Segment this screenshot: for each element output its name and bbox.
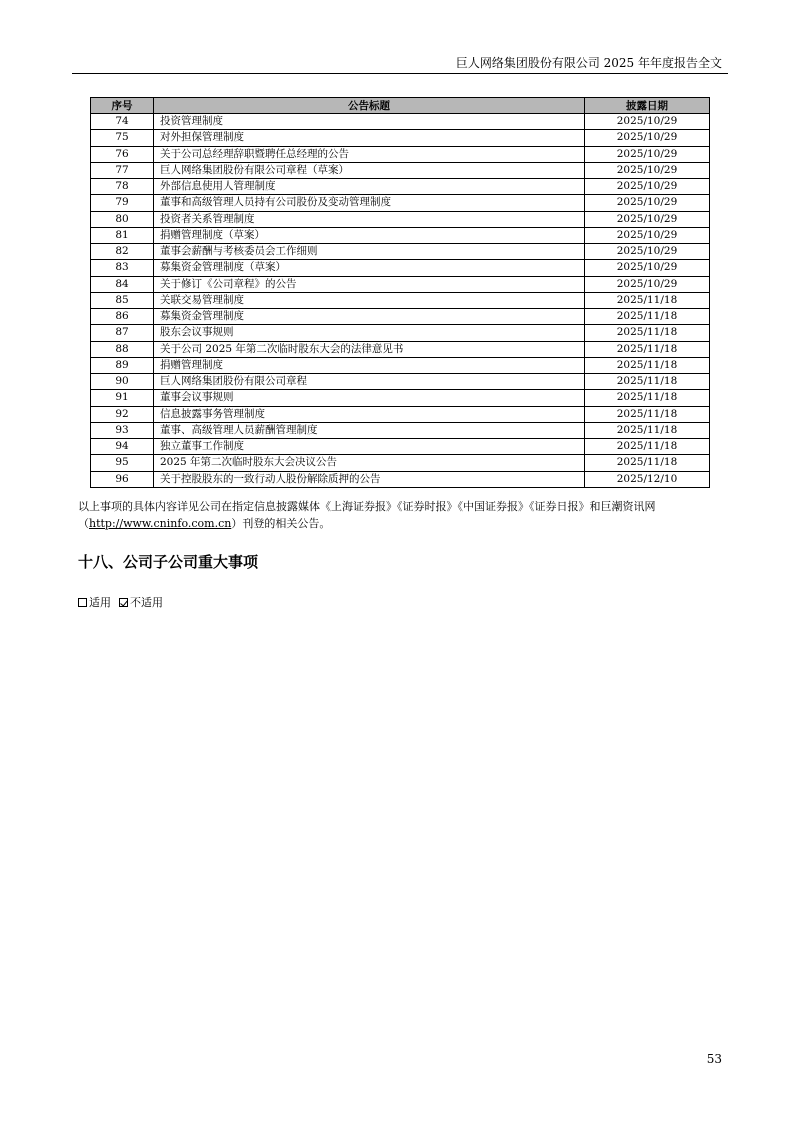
row-number: 84 [91,276,154,292]
report-header-title: 巨人网络集团股份有限公司 2025 年年度报告全文 [455,56,722,70]
row-title: 董事会薪酬与考核委员会工作细则 [154,244,585,260]
row-date: 2025/10/29 [585,130,710,146]
row-date: 2025/10/29 [585,227,710,243]
row-number: 92 [91,406,154,422]
row-date: 2025/11/18 [585,406,710,422]
row-title: 信息披露事务管理制度 [154,406,585,422]
note-text-after: ）刊登的相关公告。 [231,517,331,530]
row-date: 2025/10/29 [585,276,710,292]
table-row [91,260,710,276]
row-title: 关于公司 2025 年第二次临时股东大会的法律意见书 [154,341,585,357]
row-date: 2025/10/29 [585,114,710,130]
row-title: 捐赠管理制度 [154,357,585,373]
row-date: 2025/11/18 [585,325,710,341]
row-title: 关于修订《公司章程》的公告 [154,276,585,292]
row-title: 巨人网络集团股份有限公司章程 [154,374,585,390]
row-number: 86 [91,309,154,325]
row-date: 2025/10/29 [585,260,710,276]
section-heading: 十八、公司子公司重大事项 [78,553,259,571]
note-text-before: 以上事项的具体内容详见公司在指定信息披露媒体《上海证券报》《证券时报》《中国证券报》《证券日报》和巨潮资讯网（ [78,500,656,530]
table-row [91,439,710,455]
row-date: 2025/11/18 [585,439,710,455]
row-date: 2025/11/18 [585,390,710,406]
row-number: 87 [91,325,154,341]
table-row [91,227,710,243]
row-date: 2025/10/29 [585,162,710,178]
header-divider [72,73,728,74]
row-date: 2025/10/29 [585,244,710,260]
row-number: 89 [91,357,154,373]
table-row [91,114,710,130]
page-number: 53 [706,1052,722,1066]
row-title: 董事会议事规则 [154,390,585,406]
unchecked-box-icon[interactable] [78,598,87,607]
row-number: 96 [91,471,154,487]
option-not-applicable-label: 不适用 [130,596,163,609]
row-number: 74 [91,114,154,130]
column-header-number: 序号 [91,98,154,114]
row-number: 85 [91,292,154,308]
row-date: 2025/10/29 [585,146,710,162]
table-row [91,130,710,146]
row-title: 巨人网络集团股份有限公司章程（草案） [154,162,585,178]
row-title: 股东会议事规则 [154,325,585,341]
row-number: 81 [91,227,154,243]
row-number: 95 [91,455,154,471]
announcement-table-body [91,114,710,488]
row-number: 80 [91,211,154,227]
table-row [91,146,710,162]
table-row [91,357,710,373]
table-row [91,309,710,325]
table-row [91,244,710,260]
row-title: 关于控股股东的一致行动人股份解除质押的公告 [154,471,585,487]
row-number: 79 [91,195,154,211]
table-row [91,195,710,211]
row-date: 2025/11/18 [585,309,710,325]
row-date: 2025/11/18 [585,341,710,357]
row-title: 捐赠管理制度（草案） [154,227,585,243]
option-not-applicable[interactable] [119,594,163,610]
option-applicable[interactable] [78,594,111,610]
row-title: 关联交易管理制度 [154,292,585,308]
row-title: 对外担保管理制度 [154,130,585,146]
disclosure-note [78,498,728,532]
row-title: 募集资金管理制度（草案） [154,260,585,276]
row-number: 78 [91,179,154,195]
row-date: 2025/11/18 [585,292,710,308]
table-row [91,341,710,357]
row-title: 投资管理制度 [154,114,585,130]
row-title: 外部信息使用人管理制度 [154,179,585,195]
row-title: 董事、高级管理人员薪酬管理制度 [154,422,585,438]
row-number: 90 [91,374,154,390]
row-number: 75 [91,130,154,146]
announcement-table [90,97,710,488]
row-date: 2025/10/29 [585,211,710,227]
table-row [91,179,710,195]
row-number: 94 [91,439,154,455]
checked-box-icon[interactable] [119,598,128,607]
row-number: 83 [91,260,154,276]
row-number: 76 [91,146,154,162]
row-title: 关于公司总经理辞职暨聘任总经理的公告 [154,146,585,162]
row-title: 2025 年第二次临时股东大会决议公告 [154,455,585,471]
row-date: 2025/11/18 [585,357,710,373]
table-row [91,162,710,178]
table-header-row [91,98,710,114]
row-date: 2025/10/29 [585,195,710,211]
row-number: 77 [91,162,154,178]
row-number: 91 [91,390,154,406]
table-row [91,276,710,292]
row-title: 募集资金管理制度 [154,309,585,325]
row-number: 88 [91,341,154,357]
row-date: 2025/11/18 [585,422,710,438]
table-row [91,390,710,406]
option-applicable-label: 适用 [89,596,111,609]
table-row [91,292,710,308]
row-title: 董事和高级管理人员持有公司股份及变动管理制度 [154,195,585,211]
row-date: 2025/11/18 [585,374,710,390]
column-header-title: 公告标题 [154,98,585,114]
table-row [91,406,710,422]
cninfo-link[interactable]: http://www.cninfo.com.cn [89,517,232,530]
applicability-options [78,594,163,610]
table-row [91,374,710,390]
row-date: 2025/12/10 [585,471,710,487]
row-title: 投资者关系管理制度 [154,211,585,227]
table-row [91,211,710,227]
row-number: 93 [91,422,154,438]
row-number: 82 [91,244,154,260]
column-header-date: 披露日期 [585,98,710,114]
row-date: 2025/10/29 [585,179,710,195]
row-date: 2025/11/18 [585,455,710,471]
table-row [91,471,710,487]
table-row [91,455,710,471]
row-title: 独立董事工作制度 [154,439,585,455]
table-row [91,422,710,438]
table-row [91,325,710,341]
